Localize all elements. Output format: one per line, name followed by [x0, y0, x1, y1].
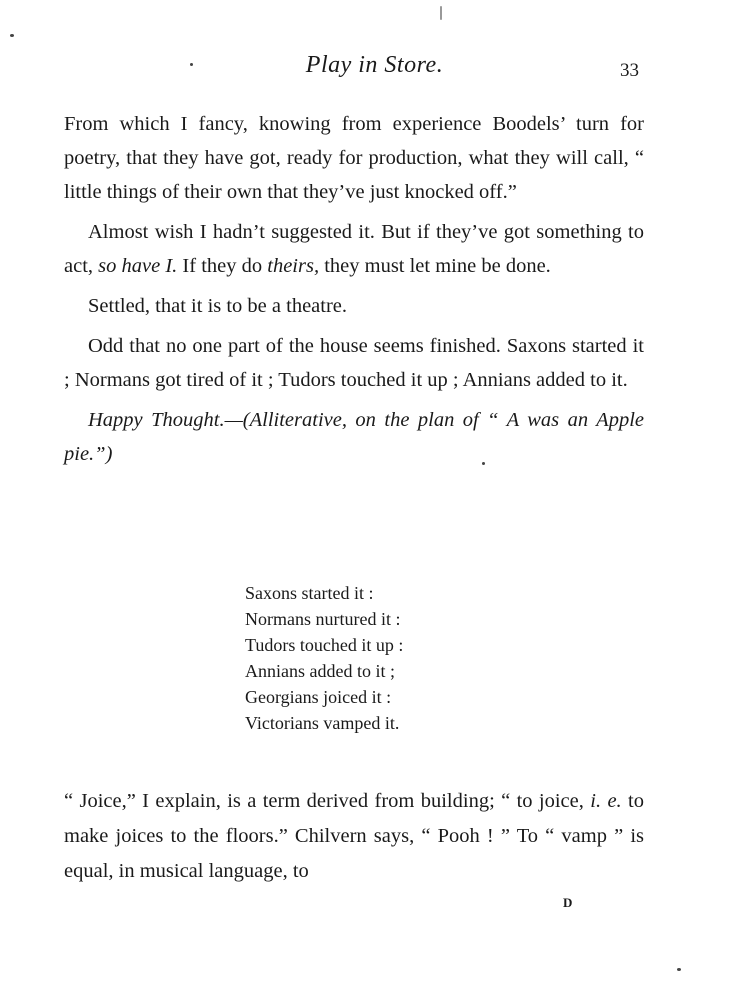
text-segment: Happy Thought.—(Alliterative, on the plan of “ A was an Apple pie.”)	[64, 409, 644, 465]
verse-line: Normans nurtured it :	[245, 609, 401, 629]
closing-text	[64, 784, 644, 889]
verse-line: Annians added to it ;	[245, 661, 395, 681]
verse-block	[245, 580, 403, 736]
text-segment: From which I fancy, knowing from experience Boodels’ turn for poetry, that they have got, ready for production, what they will call, “ little things of their own that they’ve just knocked off.”	[64, 113, 644, 203]
text-segment: to make joices to the floors.” Chilvern says, “ Pooh ! ” To “ vamp ” is equal, in musical language, to	[64, 790, 645, 882]
text-segment: “ Joice,” I explain, is a term derived from building; “ to joice,	[64, 790, 591, 812]
paragraph	[64, 329, 644, 397]
print-speck	[10, 34, 14, 37]
verse-line: Saxons started it :	[245, 583, 374, 603]
print-speck	[440, 6, 442, 20]
text-segment: If they do	[177, 255, 268, 277]
text-segment: theirs,	[267, 255, 320, 277]
text-segment: Almost wish I hadn’t suggested it. But if they’ve got something to act,	[64, 221, 644, 277]
signature-mark: D	[563, 895, 573, 910]
verse-line: Tudors touched it up :	[245, 635, 404, 655]
print-speck	[677, 968, 681, 971]
paragraph	[64, 215, 644, 283]
text-segment: Settled, that it is to be a theatre.	[88, 295, 348, 317]
text-segment: i. e.	[590, 790, 622, 812]
paragraph	[64, 403, 644, 471]
paragraph	[64, 289, 644, 323]
running-head-title: Play in Store.	[305, 52, 444, 78]
verse-line: Georgians joiced it :	[245, 687, 392, 707]
body-text	[64, 107, 644, 477]
paragraph	[64, 107, 644, 209]
text-segment: Odd that no one part of the house seems finished. Saxons started it ; Normans got tired of it ; Tudors touched it up ; Annians added to it.	[64, 335, 644, 391]
closing-paragraph	[64, 784, 644, 889]
text-segment: so have I.	[98, 255, 178, 277]
page-number: 33	[620, 60, 639, 81]
verse-line: Victorians vamped it.	[245, 713, 400, 733]
text-segment: they must let mine be done.	[319, 255, 551, 277]
